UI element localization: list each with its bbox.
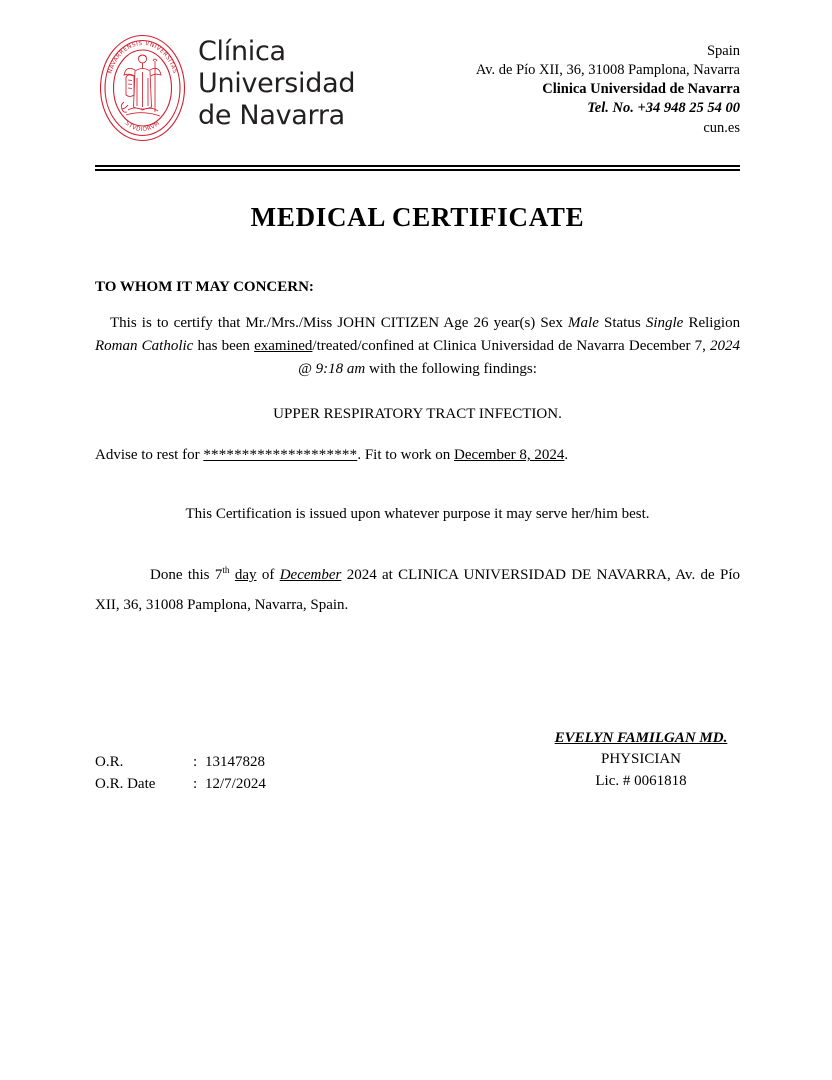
done-lead: Done this bbox=[150, 567, 210, 584]
or-date-label: O.R. Date bbox=[95, 775, 156, 792]
advise-line bbox=[95, 447, 740, 464]
signature-block bbox=[542, 728, 740, 792]
visit-date: December 7, bbox=[628, 337, 706, 354]
address-clinic-name: Clinica Universidad de Navarra bbox=[542, 81, 740, 98]
action-examined: examined bbox=[254, 337, 313, 354]
facility-name: Clinica Universidad de Navarra bbox=[433, 337, 625, 354]
or-label: O.R. bbox=[95, 754, 124, 770]
done-day-number: 7 bbox=[214, 567, 223, 584]
religion-label: Religion bbox=[688, 315, 741, 331]
done-day-ordinal: th bbox=[222, 566, 230, 577]
status-label: Status bbox=[604, 315, 641, 331]
advise-mid: . Fit to work on bbox=[357, 447, 451, 464]
receipt-block bbox=[95, 752, 266, 796]
document-header bbox=[95, 0, 740, 150]
certify-paragraph bbox=[95, 312, 740, 380]
document-footer bbox=[95, 728, 740, 796]
address-street: Av. de Pío XII, 36, 31008 Pamplona, Navarra bbox=[475, 62, 740, 79]
certify-mid: has been bbox=[197, 337, 250, 354]
receipt-date-row bbox=[95, 774, 266, 796]
rest-days-blank: ******************** bbox=[203, 447, 358, 464]
age-value: 26 bbox=[473, 315, 489, 331]
or-colon: : bbox=[193, 754, 198, 770]
age-label: Age bbox=[443, 315, 469, 331]
wordmark-line-3: de Navarra bbox=[198, 100, 345, 132]
done-of: of bbox=[261, 567, 275, 584]
clinic-branding bbox=[95, 32, 355, 144]
done-place-line-2: de Pío XII, 36, 31008 Pamplona, Navarra, Spain. bbox=[95, 567, 741, 613]
done-paragraph bbox=[95, 561, 740, 620]
seal-rim-text-top: NAVARRENSIS VNIVERSITAS bbox=[107, 40, 178, 75]
status-value: Single bbox=[645, 315, 684, 331]
header-divider bbox=[95, 165, 740, 171]
age-unit: year(s) bbox=[493, 315, 536, 331]
advise-lead: Advise to rest for bbox=[95, 447, 200, 464]
clinic-wordmark bbox=[198, 36, 355, 132]
visit-time: 2024 @ 9:18 am bbox=[298, 337, 741, 377]
done-month: December bbox=[279, 567, 342, 584]
physician-role: PHYSICIAN bbox=[600, 751, 681, 768]
wordmark-line-2: Universidad bbox=[198, 68, 356, 100]
religion-value: Roman Catholic bbox=[95, 337, 194, 354]
seal-rim-text-bottom: STVDIORVM bbox=[123, 120, 162, 134]
document-content bbox=[95, 0, 740, 620]
or-date-colon: : bbox=[193, 775, 198, 792]
fit-to-work-date: December 8, 2024 bbox=[454, 447, 565, 464]
wordmark-line-1: Clínica bbox=[198, 36, 286, 67]
action-rest: /treated/confined at bbox=[312, 337, 429, 354]
receipt-number-row bbox=[95, 752, 266, 774]
done-year: 2024 bbox=[346, 567, 377, 584]
physician-name: EVELYN FAMILGAN MD. bbox=[554, 730, 728, 746]
address-website: cun.es bbox=[703, 119, 740, 136]
sex-value: Male bbox=[568, 315, 599, 331]
certify-lead: This is to certify that Mr./Mrs./Miss bbox=[110, 315, 333, 331]
certify-tail: with the following findings: bbox=[368, 360, 537, 377]
done-place-line-1: CLINICA UNIVERSIDAD DE NAVARRA, Av. bbox=[398, 567, 696, 584]
page-title: MEDICAL CERTIFICATE bbox=[250, 202, 585, 232]
sex-label: Sex bbox=[540, 315, 563, 331]
address-country: Spain bbox=[706, 43, 740, 59]
address-telephone: Tel. No. +34 948 25 54 00 bbox=[587, 100, 740, 117]
done-day-word: day bbox=[234, 567, 257, 584]
advise-end: . bbox=[564, 447, 569, 464]
purpose-statement: This Certification is issued upon whatever purpose it may serve her/him best. bbox=[185, 506, 650, 523]
university-seal-icon bbox=[95, 32, 190, 144]
physician-license: Lic. # 0061818 bbox=[595, 772, 687, 789]
clinic-address-block bbox=[476, 42, 740, 138]
salutation: TO WHOM IT MAY CONCERN: bbox=[95, 279, 314, 295]
diagnosis-text: UPPER RESPIRATORY TRACT INFECTION. bbox=[273, 406, 562, 423]
or-date-value: 12/7/2024 bbox=[205, 775, 266, 792]
done-at: at bbox=[382, 567, 393, 584]
or-value: 13147828 bbox=[205, 754, 265, 770]
patient-name: JOHN CITIZEN bbox=[337, 315, 440, 331]
